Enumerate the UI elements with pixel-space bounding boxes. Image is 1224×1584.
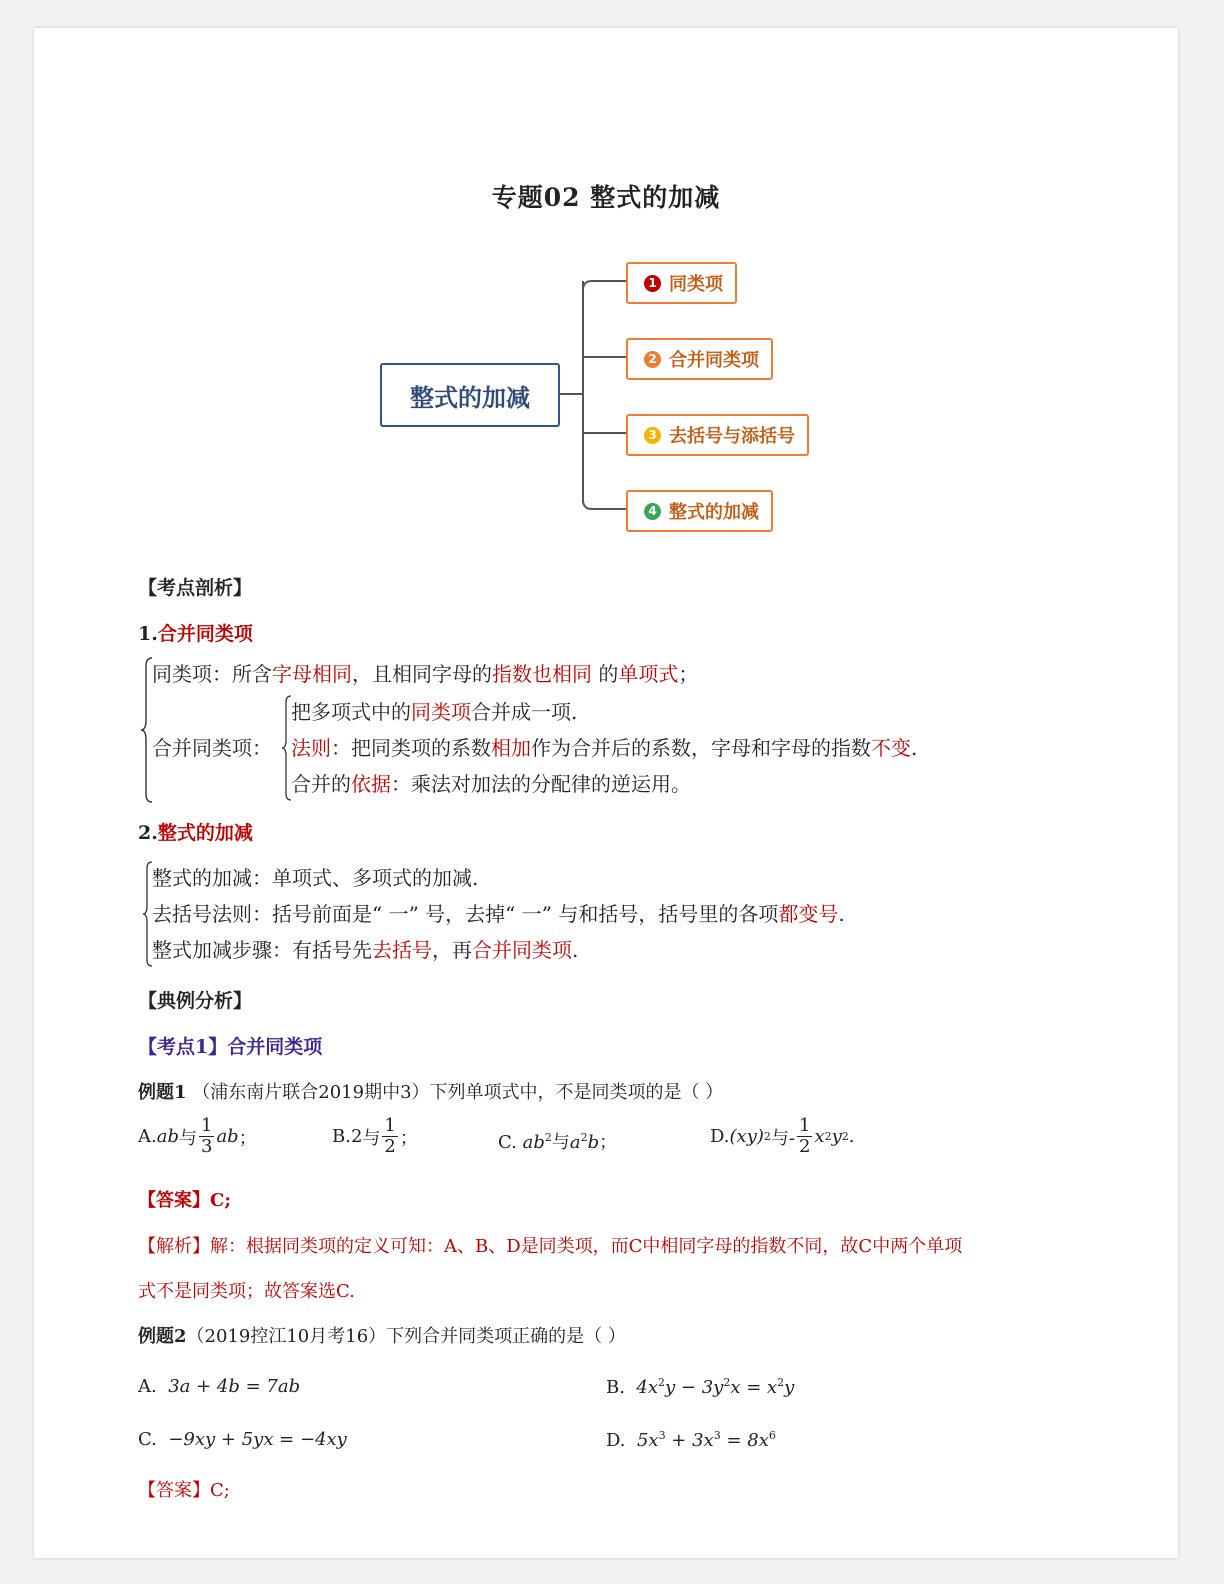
mindmap-node-label: 同类项 <box>669 274 723 295</box>
mindmap-node-label: 整式的加减 <box>669 502 759 523</box>
kaodian-1-heading: 【考点1】合并同类项 <box>138 1036 323 1058</box>
section-header-analysis: 【考点剖析】 <box>138 577 253 599</box>
item1-heading: 1.合并同类项 <box>138 623 253 645</box>
item1-line-similar-terms: 同类项：所含字母相同，且相同字母的指数也相同 的单项式； <box>152 662 699 686</box>
item2-line-bracket-rule: 去括号法则：括号前面是“ 一” 号，去掉“ 一” 与和括号，括号里的各项都变号. <box>152 902 845 926</box>
item2-heading: 2.整式的加减 <box>138 822 253 844</box>
example-2-stem: 例题2（2019控江10月考16）下列合并同类项正确的是（ ） <box>138 1326 626 1347</box>
example-2-option-a: A. 3a + 4b = 7ab <box>138 1376 301 1397</box>
number-badge-icon: 1 <box>644 275 661 292</box>
example-1-analysis-line-2: 式不是同类项；故答案选C. <box>138 1281 355 1302</box>
mindmap-node-1 <box>626 262 737 304</box>
number-badge-icon: 2 <box>644 351 661 368</box>
example-1-option-a: A. ab 与 $\frac{1}{3}$ ab ； <box>138 1115 257 1157</box>
mindmap-node-label: 去括号与添括号 <box>669 426 795 447</box>
example-1-answer: 【答案】C; <box>138 1190 231 1211</box>
mindmap-node-label: 合并同类项 <box>669 350 759 371</box>
example-2-answer: 【答案】C; <box>138 1480 230 1501</box>
example-1-option-b: B. 2 与 $\frac{1}{2}$ ； <box>332 1115 418 1157</box>
example-1-stem: 例题1 （浦东南片联合2019期中3）下列单项式中，不是同类项的是（ ） <box>138 1082 724 1103</box>
item1-combine-rule: 法则：把同类项的系数相加作为合并后的系数，字母和字母的指数不变. <box>291 736 918 760</box>
number-badge-icon: 3 <box>644 427 661 444</box>
item1-combine-label: 合并同类项： <box>152 736 272 760</box>
mindmap-node-4 <box>626 490 773 532</box>
item2-line-definition: 整式的加减：单项式、多项式的加减. <box>152 866 479 890</box>
example-1-option-d: D. (xy) 2 与- $\frac{1}{2}$ x 2 y 2 . <box>710 1115 855 1157</box>
document-page <box>34 28 1178 1558</box>
mindmap-node-2 <box>626 338 773 380</box>
example-2-option-c: C. −9xy + 5yx = −4xy <box>138 1429 347 1450</box>
example-2-option-d: D. $5x^3 + 3x^3 = 8x^6$ <box>606 1429 776 1451</box>
page-title: 专题02 整式的加减 <box>491 183 721 212</box>
number-badge-icon: 4 <box>644 503 661 520</box>
mindmap-node-3 <box>626 414 809 456</box>
example-1-option-c: C. $ab^2$与$a^2b$； <box>498 1131 618 1153</box>
example-2-option-b: B. $4x^2y - 3y^2x = x^2y$ <box>606 1376 795 1398</box>
item2-line-steps: 整式加减步骤：有括号先去括号，再合并同类项. <box>152 938 579 962</box>
mindmap-connectors <box>34 28 1178 628</box>
item1-combine-basis: 合并的依据：乘法对加法的分配律的逆运用。 <box>291 772 691 796</box>
example-1-analysis-line-1: 【解析】解：根据同类项的定义可知：A、B、D是同类项，而C中相同字母的指数不同，故C中两个单项 <box>138 1236 963 1257</box>
item1-combine-def: 把多项式中的同类项合并成一项. <box>291 700 578 724</box>
mindmap-center-node: 整式的加减 <box>380 363 560 427</box>
section-header-examples: 【典例分析】 <box>138 990 253 1012</box>
